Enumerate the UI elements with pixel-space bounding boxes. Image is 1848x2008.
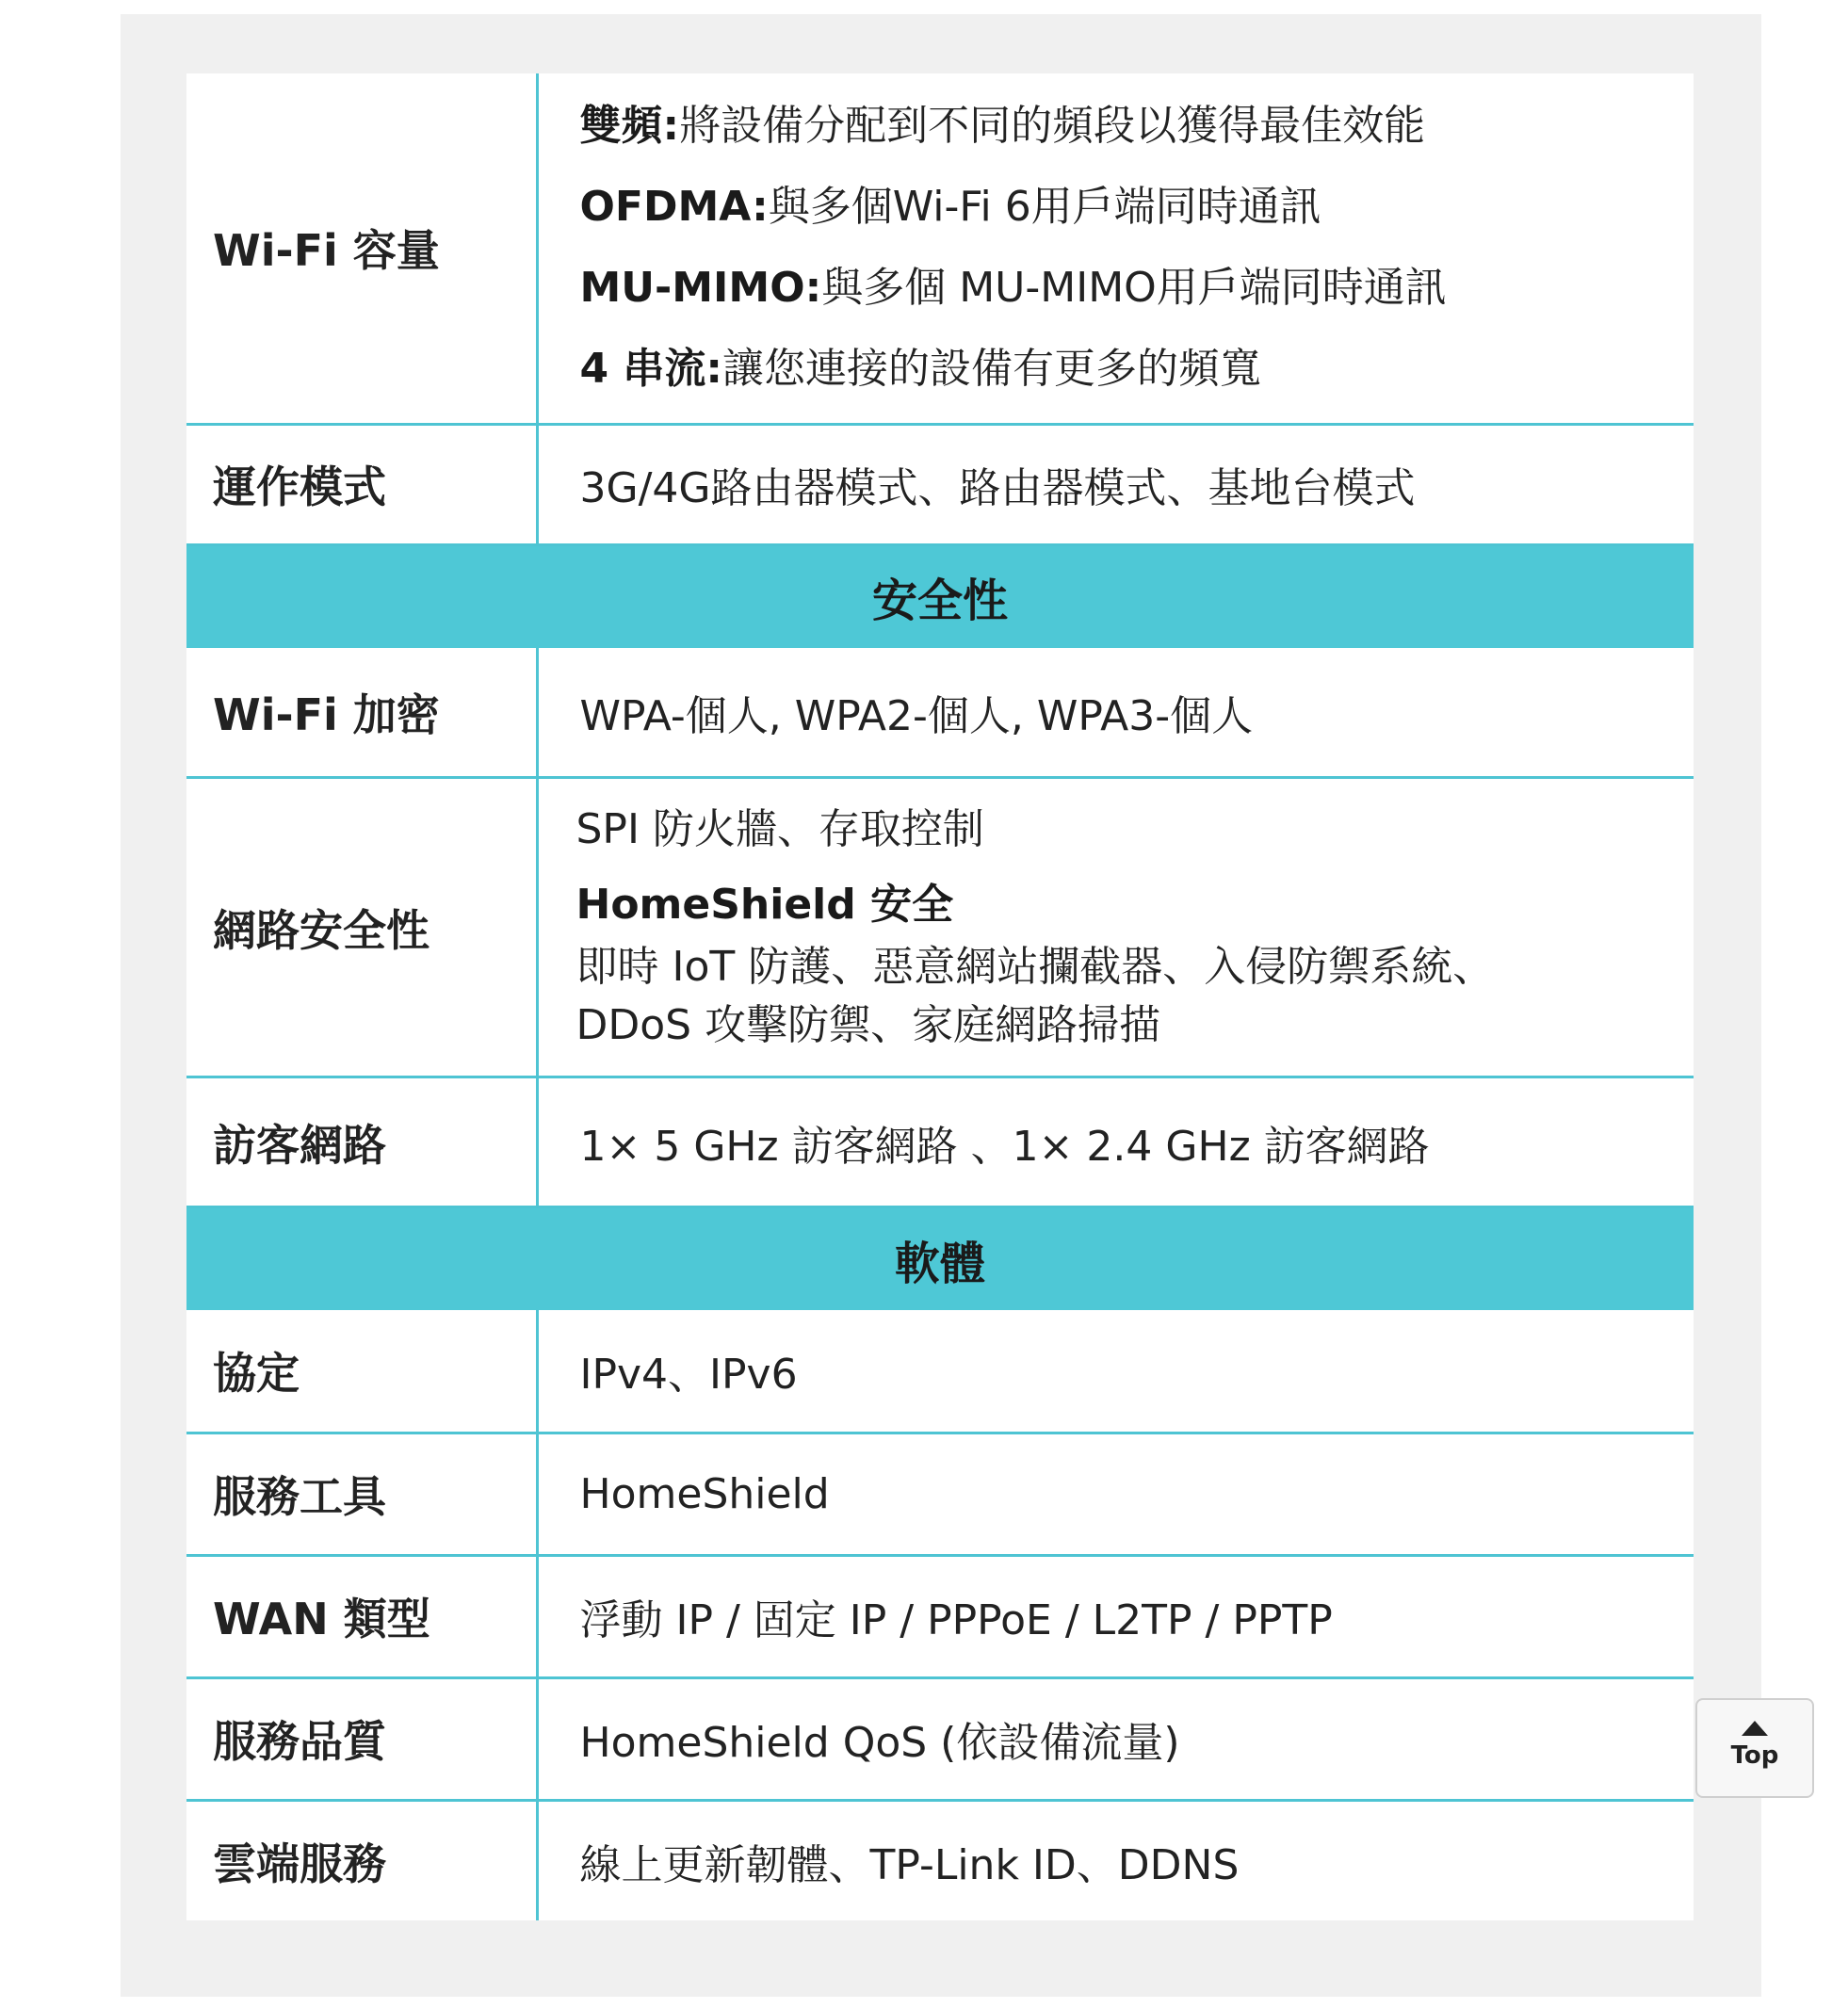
feature-line	[580, 329, 1694, 410]
row-value-guest-network: 1× 5 GHz 訪客網路 、1× 2.4 GHz 訪客網路	[537, 1077, 1694, 1207]
table-row-network-security	[186, 778, 1694, 1077]
back-to-top-button[interactable]	[1695, 1698, 1814, 1798]
section-title-software: 軟體	[186, 1207, 1694, 1311]
row-value-cloud-service: 線上更新韌體、TP-Link ID、DDNS	[579, 1840, 1240, 1889]
row-label-operation-mode: 運作模式	[186, 424, 537, 544]
row-value-service-tools: HomeShield	[537, 1433, 1694, 1555]
row-value-wifi-capacity	[537, 73, 1694, 424]
table-row-guest-network	[186, 1077, 1694, 1207]
feature-line	[580, 248, 1694, 329]
row-label-wifi-encryption: Wi-Fi 加密	[186, 648, 537, 778]
row-value-network-security	[537, 778, 1694, 1077]
row-label-guest-network: 訪客網路	[186, 1077, 537, 1207]
row-label-cloud-service: 雲端服務	[186, 1800, 537, 1920]
firewall-line: SPI 防火牆、存取控制	[575, 804, 984, 853]
row-value-protocol: IPv4、IPv6	[537, 1310, 1694, 1433]
feature-desc: 讓您連接的設備有更多的頻寬	[722, 345, 1262, 394]
table-row-qos	[186, 1677, 1694, 1800]
table-row-cloud-service	[186, 1800, 1694, 1920]
feature-desc: 與多個Wi-Fi 6用戶端同時通訊	[768, 183, 1321, 232]
spec-table	[186, 73, 1694, 1920]
feature-name: MU-MIMO:	[579, 264, 822, 313]
row-label-protocol: 協定	[186, 1310, 537, 1433]
section-header-security	[186, 544, 1694, 648]
row-value-operation-mode: 3G/4G路由器模式、路由器模式、基地台模式	[537, 424, 1694, 544]
back-to-top-label: Top	[1730, 1741, 1779, 1770]
table-row-operation-mode	[186, 424, 1694, 544]
table-row-wifi-encryption	[186, 648, 1694, 778]
feature-name: 雙頻:	[579, 102, 680, 151]
row-label-wifi-capacity: Wi-Fi 容量	[186, 73, 537, 424]
table-row-protocol	[186, 1310, 1694, 1433]
feature-desc: 與多個 MU-MIMO用戶端同時通訊	[821, 264, 1447, 313]
homeshield-line: 即時 IoT 防護、惡意網站攔截器、入侵防禦系統、	[575, 942, 1495, 991]
feature-line	[580, 167, 1694, 248]
spec-panel	[121, 14, 1761, 1997]
row-value-qos: HomeShield QoS (依設備流量)	[537, 1677, 1694, 1800]
row-label-network-security: 網路安全性	[186, 778, 537, 1077]
row-label-wan-type: WAN 類型	[186, 1555, 537, 1677]
homeshield-title: HomeShield 安全	[575, 880, 954, 929]
table-row-wifi-capacity	[186, 73, 1694, 424]
caret-up-icon	[1742, 1721, 1768, 1736]
row-label-service-tools: 服務工具	[186, 1433, 537, 1555]
feature-line	[580, 86, 1694, 167]
section-title-security: 安全性	[186, 544, 1694, 648]
section-header-software	[186, 1207, 1694, 1311]
row-label-qos: 服務品質	[186, 1677, 537, 1800]
feature-name: 4 串流:	[579, 345, 723, 394]
homeshield-line: DDoS 攻擊防禦、家庭網路掃描	[575, 1000, 1161, 1049]
table-row-wan-type	[186, 1555, 1694, 1677]
feature-name: OFDMA:	[579, 183, 769, 232]
table-row-service-tools	[186, 1433, 1694, 1555]
row-value-wifi-encryption: WPA-個人, WPA2-個人, WPA3-個人	[537, 648, 1694, 778]
feature-desc: 將設備分配到不同的頻段以獲得最佳效能	[679, 102, 1426, 151]
row-value-wan-type: 浮動 IP / 固定 IP / PPPoE / L2TP / PPTP	[537, 1555, 1694, 1677]
